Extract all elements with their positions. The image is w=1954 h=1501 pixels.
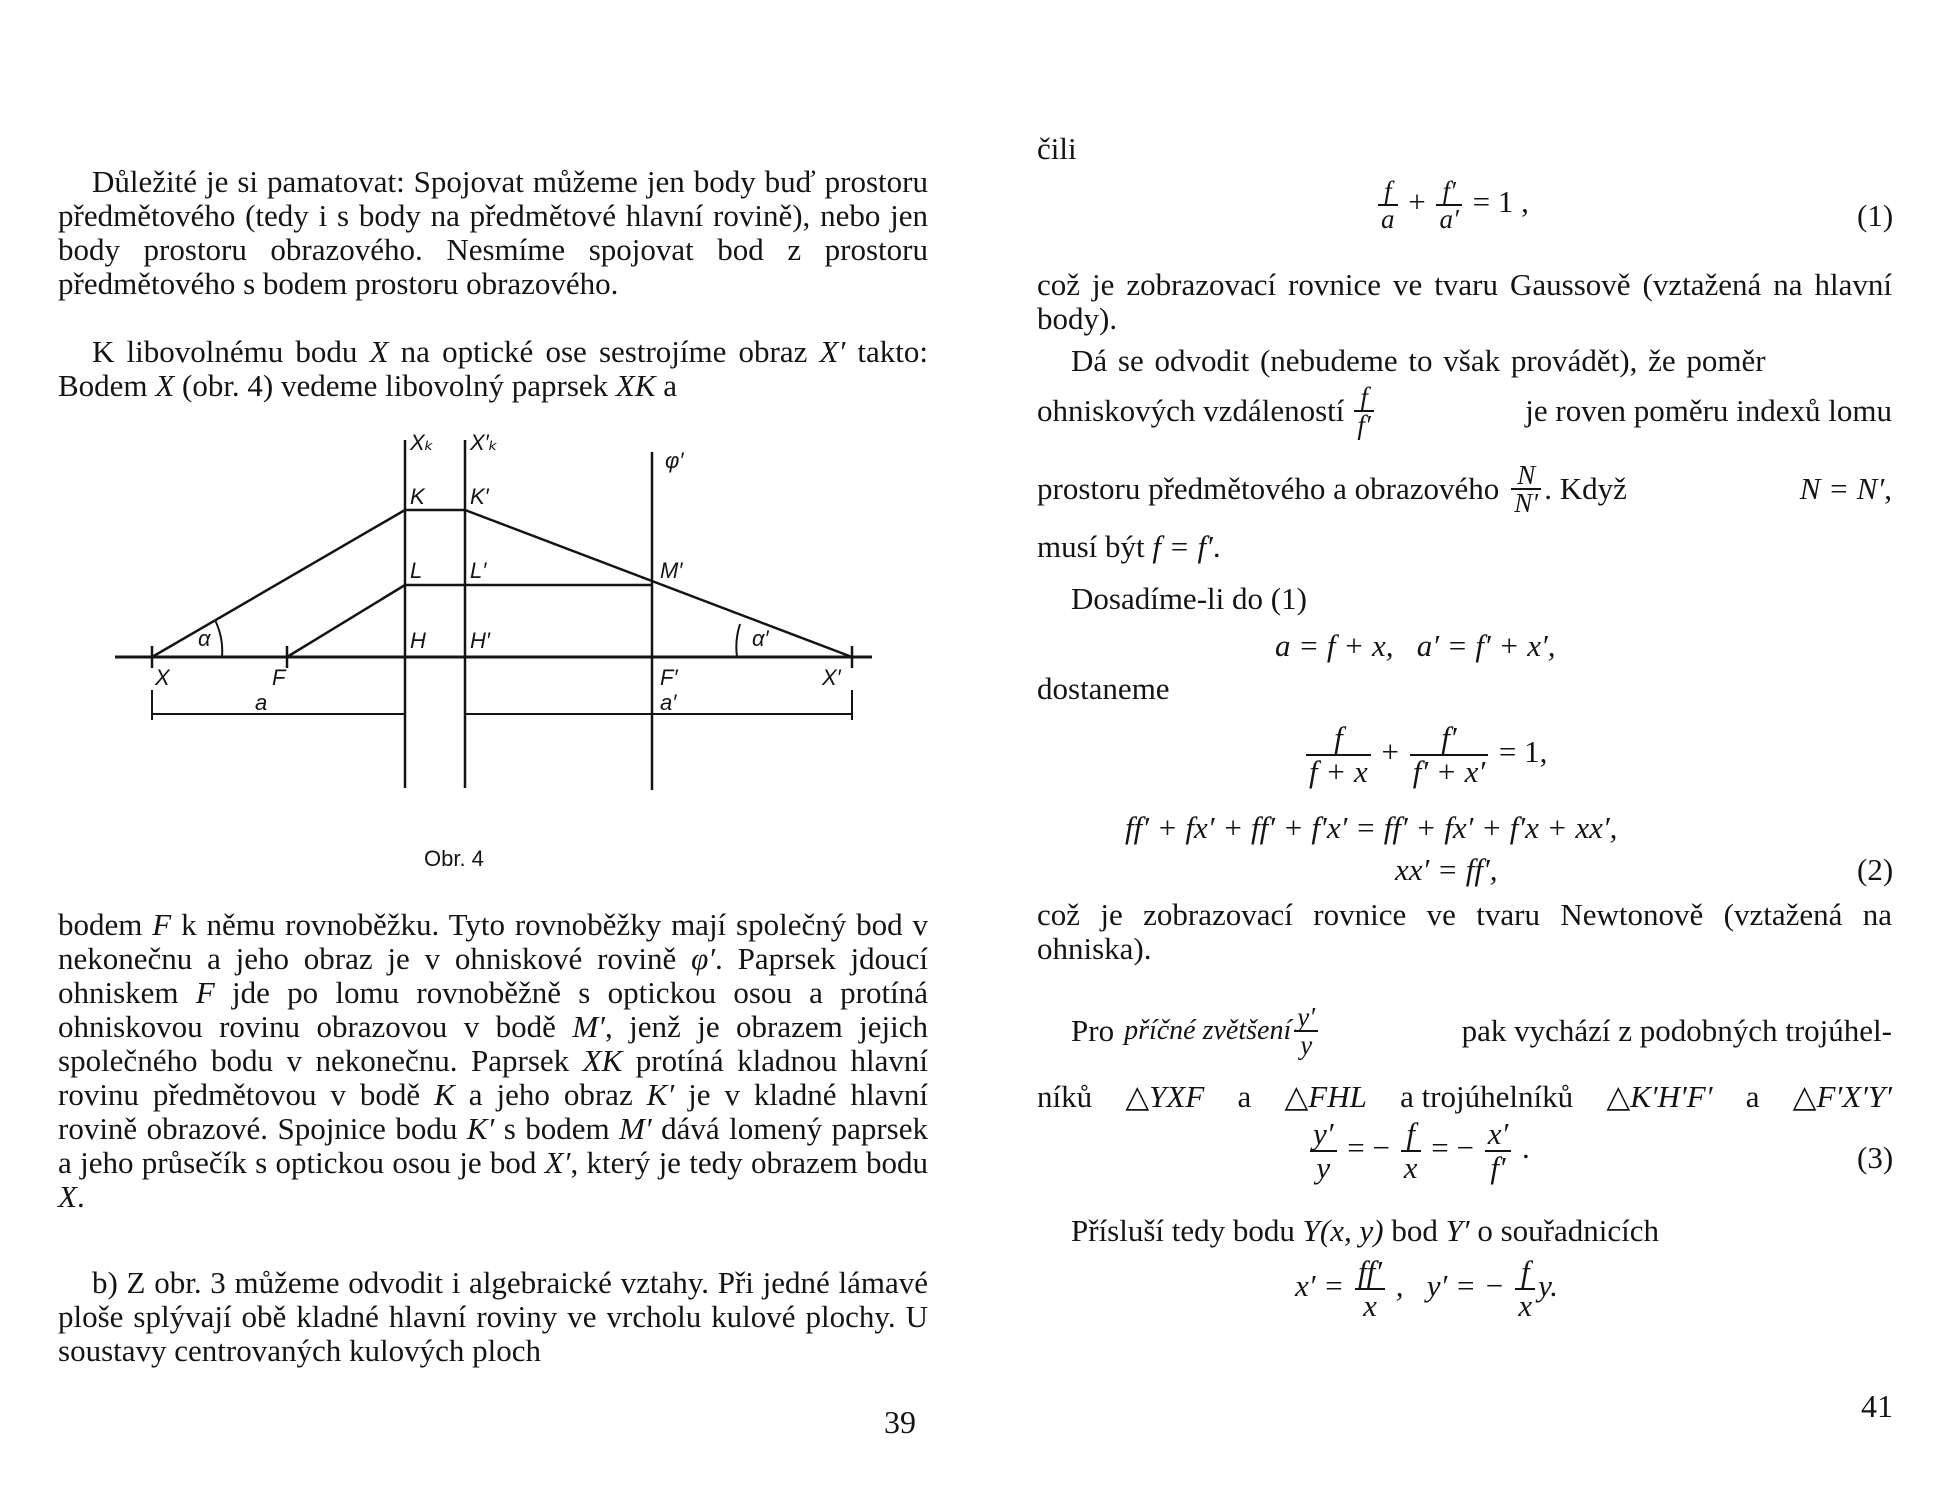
ray-f-l (287, 585, 405, 657)
equation-sum: $\frac{f}{f + x}$ + $\frac{f'}{f' + x'}$ = 1, (1303, 722, 1547, 788)
label-f-prime: F′ (660, 665, 678, 690)
label-k: K (410, 484, 425, 509)
label-alpha: α (198, 626, 211, 651)
paragraph-construction: K libovolnému bodu X na optické ose sestrojíme obraz X′ takto: Bodem X (obr. 4) vedeme libovolný paprsek XK a (58, 334, 928, 403)
figure-labels (154, 430, 842, 715)
equation-gauss: $\frac{f}{a}$ + $\frac{f'}{a'}$ = 1 , (1375, 178, 1529, 232)
ratio-line-2: ohniskových vzdáleností $\frac{f}{f'}$ je roven poměru indexů lomu (1037, 382, 1892, 440)
paragraph-memorize: Důležité je si pamatovat: Spojovat můžeme jen body buď prostoru předmětového (tedy i s body na předmětové hlavní rovině), nebo jen body prostoru obrazového. Nesmíme spojovat bod z prostoru předmětového s bodem prostoru obrazového. (58, 164, 928, 301)
ray-x-k (152, 510, 405, 657)
ratio-line-1: Dá se odvodit (nebudeme to však provádět), že poměr (1071, 343, 1766, 378)
equation-number-1: (1) (1857, 198, 1894, 233)
equation-expanded: ff′ + fx′ + ff′ + f′x′ = ff′ + fx′ + f′x + xx′, (1125, 810, 1618, 845)
label-phi-prime: φ′ (665, 448, 684, 473)
figure-4-diagram (0, 420, 977, 820)
label-xk: Xₖ (410, 430, 435, 455)
label-h: H (410, 628, 426, 653)
ratio-line-3: prostoru předmětového a obrazového $\frac{N}{N'}$ . Když N = N′, (1037, 460, 1892, 518)
angle-alpha-arc (215, 620, 222, 657)
paragraph-newton-form: což je zobrazovací rovnice ve tvaru Newtonově (vztažená na ohniska). (1037, 897, 1892, 966)
equation-magnification: $\frac{y'}{y}$ = − $\frac{f}{x}$ = − $\frac{x'}{f'}$ . (1307, 1118, 1530, 1184)
label-k-prime: K′ (470, 484, 489, 509)
paragraph-algebraic: b) Z obr. 3 můžeme odvodit i algebraické vztahy. Při jedné lámavé ploše splývají obě kladné hlavní roviny ve vrcholu kulové plochy. U soustavy centrovaných kulových ploch (58, 1265, 928, 1368)
coordinates-intro: Přísluší tedy bodu Y(x, y) bod Y′ o souřadnicích (1071, 1213, 1659, 1248)
equation-newton: xx′ = ff′, (1395, 852, 1498, 887)
label-a-prime: a′ (660, 690, 677, 715)
right-page (977, 0, 1954, 1501)
label-l-prime: L′ (470, 558, 487, 583)
substitute-line: Dosadíme-li do (1) (1071, 581, 1307, 616)
label-alpha-prime: α′ (752, 626, 769, 651)
label-l: L (410, 558, 423, 583)
label-x-prime: X′ (822, 665, 841, 690)
figure-caption: Obr. 4 (424, 846, 484, 871)
ray-k-prime-x-prime (465, 510, 852, 657)
label-m-prime: M′ (660, 558, 683, 583)
ratio-line-4: musí být f = f′. (1037, 529, 1221, 564)
paragraph-gauss-form: což je zobrazovací rovnice ve tvaru Gaussově (vztažená na hlavní body). (1037, 267, 1892, 336)
page-number-left: 39 (884, 1404, 916, 1440)
word-dostaneme: dostaneme (1037, 671, 1170, 706)
page-number-right: 41 (1861, 1388, 1893, 1424)
equation-coordinates: x′ = $\frac{ff'}{x}$ , y′ = − $\frac{f}{x}$ y. (1295, 1254, 1558, 1323)
angle-alpha-prime-arc (736, 624, 740, 657)
paragraph-parallel-rays: bodem F k němu rovnoběžku. Tyto rovnoběžky mají společný bod v nekonečnu a jeho obraz je v ohniskové rovině φ′. Paprsek jdoucí ohniskem F jde po lomu rovnoběžně s optickou osou a protíná ohniskovou rovinu obrazovou v bodě M′, jenž je obrazem jejich společného bodu v nekonečnu. Paprsek XK protíná kladnou hlavní rovinu předmětovou v bodě K a jeho obraz K′ je v kladné hlavní rovině obrazové. Spojnice bodu K′ s bodem M′ dává lomený paprsek a jeho průsečík s optickou osou je bod X′, který je tedy obrazem bodu X. (58, 907, 929, 1214)
equation-number-2: (2) (1857, 852, 1894, 887)
word-cili: čili (1037, 131, 1077, 166)
magnification-line-1: Pro příčné zvětšení $\frac{y'}{y}$ pak vychází z podobných trojúhel- (1071, 1002, 1892, 1060)
label-h-prime: H′ (470, 628, 491, 653)
magnification-line-2: níků △YXF a △FHL a trojúhelníků △K′H′F′ a △F′X′Y′ (1037, 1079, 1892, 1114)
substitution-equations: a = f + x, a′ = f′ + x′, (1275, 628, 1556, 663)
label-xk-prime: X′ₖ (470, 430, 499, 455)
label-x: X (155, 665, 170, 690)
label-a: a (255, 690, 268, 715)
equation-number-3: (3) (1857, 1140, 1894, 1175)
label-f: F (272, 665, 286, 690)
